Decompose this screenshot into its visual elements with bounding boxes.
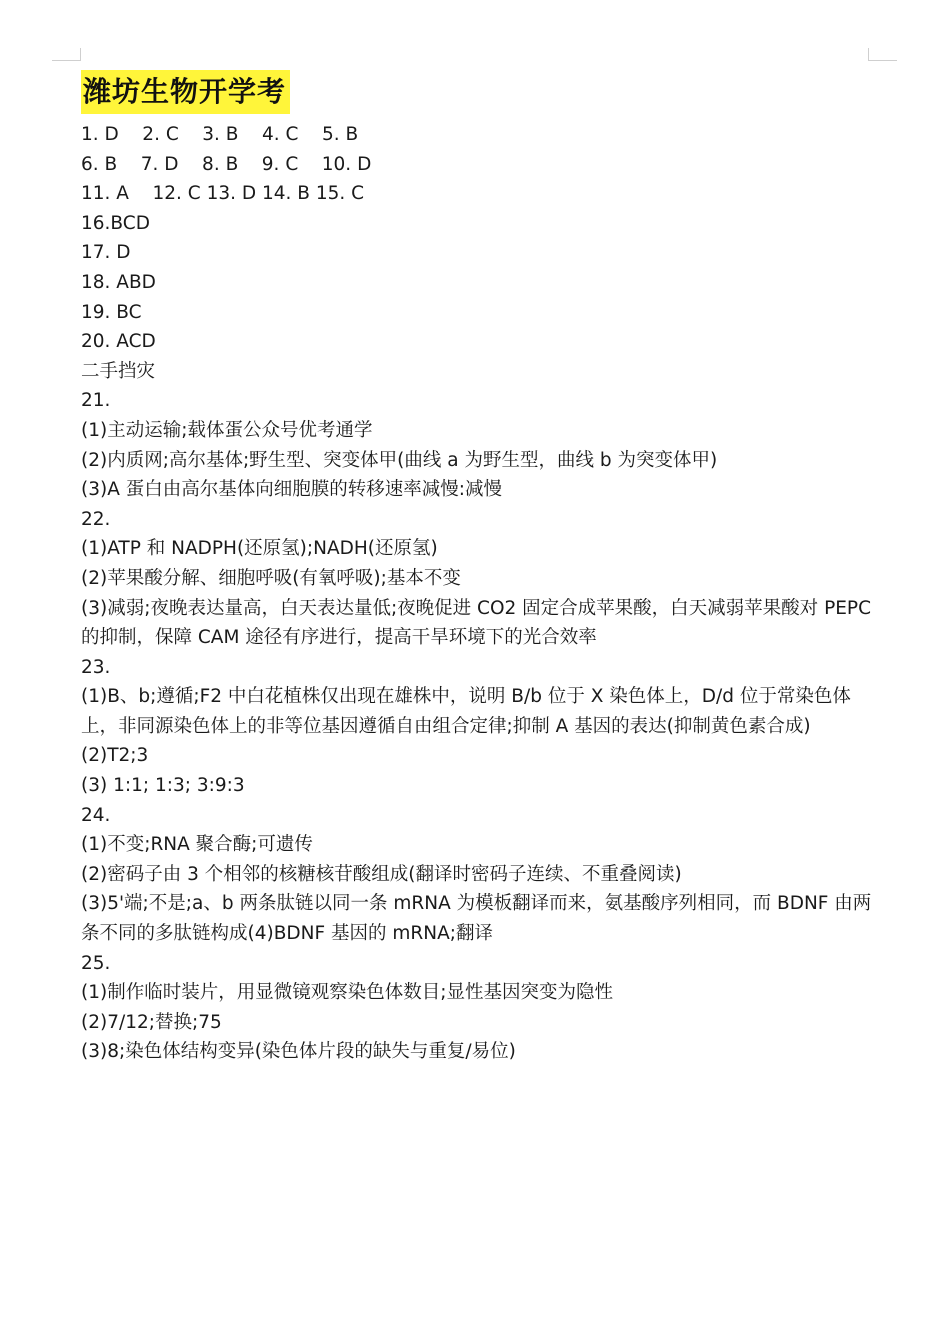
answer-line: (3) 1:1; 1:3; 3:9:3 — [81, 775, 245, 797]
document-page — [81, 70, 881, 1067]
answer-line: (2)内质网;高尔基体;野生型、突变体甲(曲线 a 为野生型，曲线 b 为突变体甲) — [81, 449, 718, 471]
answer-line: (2)密码子由 3 个相邻的核糖核苷酸组成(翻译时密码子连续、不重叠阅读) — [81, 863, 682, 885]
answer-line: (3)8;染色体结构变异(染色体片段的缺失与重复/易位) — [81, 1041, 516, 1063]
answer-line: 19. BC — [81, 301, 142, 323]
answer-line: 二手挡灾 — [81, 360, 156, 382]
answer-line: (1)ATP 和 NADPH(还原氢);NADH(还原氢) — [81, 538, 438, 560]
answer-line: 6. B 7. D 8. B 9. C 10. D — [81, 153, 372, 175]
answer-line: (1)制作临时装片，用显微镜观察染色体数目;显性基因突变为隐性 — [81, 982, 613, 1004]
answer-line: (2)7/12;替换;75 — [81, 1011, 222, 1033]
answer-line: 11. A 12. C 13. D 14. B 15. C — [81, 183, 365, 205]
page-corner-mark-right — [868, 48, 897, 61]
answer-line: (2)苹果酸分解、细胞呼吸(有氧呼吸);基本不变 — [81, 567, 461, 589]
question-number: 24. — [81, 804, 111, 826]
answer-line: 16.BCD — [81, 212, 150, 234]
answer-line: (1)不变;RNA 聚合酶;可遗传 — [81, 834, 313, 856]
question-number: 25. — [81, 952, 111, 974]
question-number: 21. — [81, 390, 111, 412]
answer-line: (3)减弱;夜晚表达量高，白天表达量低;夜晚促进 CO2 固定合成苹果酸，白天减弱苹果酸对 PEPC 的抑制，保障 CAM 途径有序进行，提高干旱环境下的光合效率 — [81, 597, 871, 649]
answer-line: (3)A 蛋白由高尔基体向细胞膜的转移速率减慢:减慢 — [81, 479, 502, 501]
question-number: 23. — [81, 656, 111, 678]
answer-list — [81, 120, 881, 1067]
page-title: 潍坊生物开学考 — [83, 75, 287, 108]
answer-line: 1. D 2. C 3. B 4. C 5. B — [81, 124, 359, 145]
answer-line: 20. ACD — [81, 331, 156, 353]
answer-line: (3)5'端;不是;a、b 两条肽链以同一条 mRNA 为模板翻译而来，氨基酸序列相同，而 BDNF 由两条不同的多肽链构成(4)BDNF 基因的 mRNA;翻译 — [81, 893, 872, 945]
question-number: 22. — [81, 508, 111, 530]
answer-line: (2)T2;3 — [81, 745, 149, 767]
title-highlight — [81, 70, 290, 114]
answer-line: 17. D — [81, 242, 131, 264]
answer-line: 18. ABD — [81, 271, 156, 293]
answer-line: (1)B、b;遵循;F2 中白花植株仅出现在雄株中，说明 B/b 位于 X 染色体上，D/d 位于常染色体上，非同源染色体上的非等位基因遵循自由组合定律;抑制 A 基因的表达(抑制黄色素合成) — [81, 686, 851, 737]
page-corner-mark-left — [52, 48, 81, 61]
answer-line: (1)主动运输;载体蛋公众号优考通学 — [81, 419, 373, 441]
